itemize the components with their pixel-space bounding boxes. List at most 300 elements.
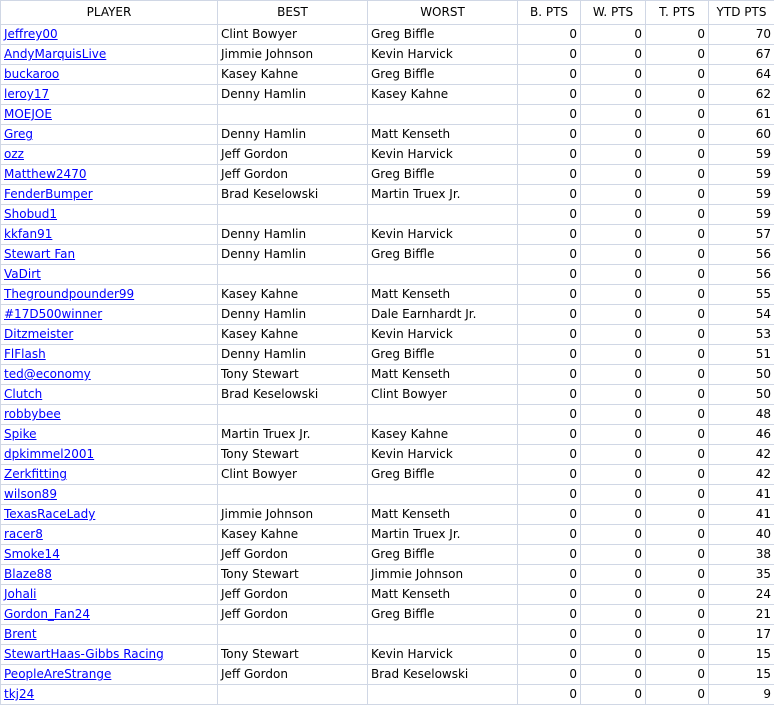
t-pts-cell[interactable]: 0 <box>646 125 709 145</box>
b-pts-cell[interactable]: 0 <box>518 185 581 205</box>
best-driver-cell[interactable]: Clint Bowyer <box>218 465 368 485</box>
t-pts-cell[interactable]: 0 <box>646 105 709 125</box>
t-pts-cell[interactable]: 0 <box>646 145 709 165</box>
ytd-pts-cell[interactable]: 59 <box>709 205 774 225</box>
worst-driver-cell[interactable]: Martin Truex Jr. <box>368 185 518 205</box>
w-pts-cell[interactable]: 0 <box>581 325 646 345</box>
ytd-pts-cell[interactable]: 67 <box>709 45 774 65</box>
header-worst[interactable]: WORST <box>368 1 518 25</box>
worst-driver-cell[interactable]: Kevin Harvick <box>368 45 518 65</box>
ytd-pts-cell[interactable]: 53 <box>709 325 774 345</box>
w-pts-cell[interactable]: 0 <box>581 45 646 65</box>
best-driver-cell[interactable]: Denny Hamlin <box>218 225 368 245</box>
worst-driver-cell[interactable] <box>368 205 518 225</box>
t-pts-cell[interactable]: 0 <box>646 545 709 565</box>
w-pts-cell[interactable]: 0 <box>581 165 646 185</box>
t-pts-cell[interactable]: 0 <box>646 345 709 365</box>
ytd-pts-cell[interactable]: 15 <box>709 645 774 665</box>
ytd-pts-cell[interactable]: 9 <box>709 685 774 705</box>
best-driver-cell[interactable]: Jeff Gordon <box>218 605 368 625</box>
worst-driver-cell[interactable]: Matt Kenseth <box>368 285 518 305</box>
w-pts-cell[interactable]: 0 <box>581 265 646 285</box>
b-pts-cell[interactable]: 0 <box>518 685 581 705</box>
worst-driver-cell[interactable]: Matt Kenseth <box>368 505 518 525</box>
t-pts-cell[interactable]: 0 <box>646 185 709 205</box>
best-driver-cell[interactable]: Kasey Kahne <box>218 325 368 345</box>
b-pts-cell[interactable]: 0 <box>518 645 581 665</box>
best-driver-cell[interactable]: Jeff Gordon <box>218 585 368 605</box>
best-driver-cell[interactable]: Denny Hamlin <box>218 85 368 105</box>
worst-driver-cell[interactable]: Greg Biffle <box>368 165 518 185</box>
player-cell[interactable] <box>1 345 218 365</box>
player-link[interactable]: ozz <box>4 147 24 161</box>
ytd-pts-cell[interactable]: 40 <box>709 525 774 545</box>
ytd-pts-cell[interactable]: 55 <box>709 285 774 305</box>
w-pts-cell[interactable]: 0 <box>581 225 646 245</box>
b-pts-cell[interactable]: 0 <box>518 85 581 105</box>
best-driver-cell[interactable]: Jeff Gordon <box>218 145 368 165</box>
t-pts-cell[interactable]: 0 <box>646 625 709 645</box>
worst-driver-cell[interactable]: Greg Biffle <box>368 605 518 625</box>
worst-driver-cell[interactable]: Kevin Harvick <box>368 445 518 465</box>
b-pts-cell[interactable]: 0 <box>518 505 581 525</box>
worst-driver-cell[interactable]: Matt Kenseth <box>368 365 518 385</box>
player-link[interactable]: Stewart Fan <box>4 247 76 261</box>
best-driver-cell[interactable] <box>218 205 368 225</box>
player-cell[interactable] <box>1 105 218 125</box>
worst-driver-cell[interactable] <box>368 685 518 705</box>
w-pts-cell[interactable]: 0 <box>581 405 646 425</box>
best-driver-cell[interactable]: Tony Stewart <box>218 365 368 385</box>
t-pts-cell[interactable]: 0 <box>646 565 709 585</box>
b-pts-cell[interactable]: 0 <box>518 105 581 125</box>
table-row <box>1 385 774 405</box>
player-link[interactable]: MOEJOE <box>4 107 52 121</box>
worst-driver-cell[interactable]: Kevin Harvick <box>368 325 518 345</box>
player-link[interactable]: Greg <box>4 127 33 141</box>
w-pts-cell[interactable]: 0 <box>581 525 646 545</box>
ytd-pts-cell[interactable]: 51 <box>709 345 774 365</box>
t-pts-cell[interactable]: 0 <box>646 405 709 425</box>
b-pts-cell[interactable]: 0 <box>518 205 581 225</box>
player-cell[interactable] <box>1 185 218 205</box>
player-cell[interactable] <box>1 605 218 625</box>
player-link[interactable]: Ditzmeister <box>4 327 74 341</box>
best-driver-cell[interactable]: Kasey Kahne <box>218 285 368 305</box>
b-pts-cell[interactable]: 0 <box>518 285 581 305</box>
table-row <box>1 665 774 685</box>
t-pts-cell[interactable]: 0 <box>646 45 709 65</box>
table-row <box>1 265 774 285</box>
player-cell[interactable] <box>1 545 218 565</box>
t-pts-cell[interactable]: 0 <box>646 665 709 685</box>
t-pts-cell[interactable]: 0 <box>646 525 709 545</box>
b-pts-cell[interactable]: 0 <box>518 125 581 145</box>
ytd-pts-cell[interactable]: 59 <box>709 145 774 165</box>
w-pts-cell[interactable]: 0 <box>581 105 646 125</box>
w-pts-cell[interactable]: 0 <box>581 285 646 305</box>
t-pts-cell[interactable]: 0 <box>646 265 709 285</box>
player-cell[interactable] <box>1 225 218 245</box>
w-pts-cell[interactable]: 0 <box>581 445 646 465</box>
worst-driver-cell[interactable]: Greg Biffle <box>368 25 518 45</box>
best-driver-cell[interactable]: Jeff Gordon <box>218 165 368 185</box>
ytd-pts-cell[interactable]: 42 <box>709 465 774 485</box>
player-cell[interactable] <box>1 145 218 165</box>
best-driver-cell[interactable] <box>218 105 368 125</box>
b-pts-cell[interactable]: 0 <box>518 25 581 45</box>
w-pts-cell[interactable]: 0 <box>581 665 646 685</box>
w-pts-cell[interactable]: 0 <box>581 545 646 565</box>
ytd-pts-cell[interactable]: 70 <box>709 25 774 45</box>
player-cell[interactable] <box>1 585 218 605</box>
t-pts-cell[interactable]: 0 <box>646 685 709 705</box>
best-driver-cell[interactable]: Jeff Gordon <box>218 665 368 685</box>
player-cell[interactable] <box>1 245 218 265</box>
player-cell[interactable] <box>1 625 218 645</box>
player-cell[interactable] <box>1 405 218 425</box>
b-pts-cell[interactable]: 0 <box>518 165 581 185</box>
table-row <box>1 65 774 85</box>
b-pts-cell[interactable]: 0 <box>518 245 581 265</box>
worst-driver-cell[interactable]: Kevin Harvick <box>368 145 518 165</box>
b-pts-cell[interactable]: 0 <box>518 465 581 485</box>
t-pts-cell[interactable]: 0 <box>646 505 709 525</box>
b-pts-cell[interactable]: 0 <box>518 565 581 585</box>
player-link[interactable]: Blaze88 <box>4 567 52 581</box>
worst-driver-cell[interactable]: Clint Bowyer <box>368 385 518 405</box>
t-pts-cell[interactable]: 0 <box>646 645 709 665</box>
best-driver-cell[interactable]: Brad Keselowski <box>218 185 368 205</box>
best-driver-cell[interactable]: Martin Truex Jr. <box>218 425 368 445</box>
header-row <box>1 1 774 25</box>
player-cell[interactable] <box>1 465 218 485</box>
best-driver-cell[interactable]: Denny Hamlin <box>218 125 368 145</box>
b-pts-cell[interactable]: 0 <box>518 345 581 365</box>
header-t-pts[interactable]: T. PTS <box>646 1 709 25</box>
b-pts-cell[interactable]: 0 <box>518 225 581 245</box>
table-row <box>1 125 774 145</box>
worst-driver-cell[interactable]: Kasey Kahne <box>368 85 518 105</box>
t-pts-cell[interactable]: 0 <box>646 425 709 445</box>
worst-driver-cell[interactable] <box>368 625 518 645</box>
w-pts-cell[interactable]: 0 <box>581 565 646 585</box>
b-pts-cell[interactable]: 0 <box>518 365 581 385</box>
worst-driver-cell[interactable]: Jimmie Johnson <box>368 565 518 585</box>
player-cell[interactable] <box>1 285 218 305</box>
player-link[interactable]: Jeffrey00 <box>4 27 58 41</box>
b-pts-cell[interactable]: 0 <box>518 545 581 565</box>
ytd-pts-cell[interactable]: 15 <box>709 665 774 685</box>
best-driver-cell[interactable]: Tony Stewart <box>218 565 368 585</box>
best-driver-cell[interactable]: Kasey Kahne <box>218 525 368 545</box>
w-pts-cell[interactable]: 0 <box>581 465 646 485</box>
worst-driver-cell[interactable]: Kevin Harvick <box>368 645 518 665</box>
t-pts-cell[interactable]: 0 <box>646 25 709 45</box>
ytd-pts-cell[interactable]: 50 <box>709 385 774 405</box>
worst-driver-cell[interactable]: Matt Kenseth <box>368 585 518 605</box>
w-pts-cell[interactable]: 0 <box>581 185 646 205</box>
w-pts-cell[interactable]: 0 <box>581 605 646 625</box>
best-driver-cell[interactable]: Jimmie Johnson <box>218 45 368 65</box>
ytd-pts-cell[interactable]: 59 <box>709 165 774 185</box>
worst-driver-cell[interactable]: Martin Truex Jr. <box>368 525 518 545</box>
player-link[interactable]: Matthew2470 <box>4 167 87 181</box>
ytd-pts-cell[interactable]: 46 <box>709 425 774 445</box>
player-link[interactable]: Spike <box>4 427 37 441</box>
t-pts-cell[interactable]: 0 <box>646 65 709 85</box>
header-ytd-pts[interactable]: YTD PTS <box>709 1 774 25</box>
t-pts-cell[interactable]: 0 <box>646 205 709 225</box>
table-row <box>1 45 774 65</box>
ytd-pts-cell[interactable]: 41 <box>709 485 774 505</box>
ytd-pts-cell[interactable]: 41 <box>709 505 774 525</box>
worst-driver-cell[interactable]: Greg Biffle <box>368 465 518 485</box>
best-driver-cell[interactable]: Denny Hamlin <box>218 245 368 265</box>
t-pts-cell[interactable]: 0 <box>646 585 709 605</box>
t-pts-cell[interactable]: 0 <box>646 485 709 505</box>
player-link[interactable]: StewartHaas-Gibbs Racing <box>4 647 164 661</box>
b-pts-cell[interactable]: 0 <box>518 425 581 445</box>
worst-driver-cell[interactable]: Dale Earnhardt Jr. <box>368 305 518 325</box>
table-row <box>1 545 774 565</box>
t-pts-cell[interactable]: 0 <box>646 285 709 305</box>
worst-driver-cell[interactable] <box>368 105 518 125</box>
t-pts-cell[interactable]: 0 <box>646 445 709 465</box>
player-cell[interactable] <box>1 305 218 325</box>
t-pts-cell[interactable]: 0 <box>646 245 709 265</box>
worst-driver-cell[interactable] <box>368 485 518 505</box>
b-pts-cell[interactable]: 0 <box>518 445 581 465</box>
player-cell[interactable] <box>1 265 218 285</box>
w-pts-cell[interactable]: 0 <box>581 25 646 45</box>
player-cell[interactable] <box>1 425 218 445</box>
player-link[interactable]: Shobud1 <box>4 207 58 221</box>
player-link[interactable]: kkfan91 <box>4 227 53 241</box>
player-link[interactable]: dpkimmel2001 <box>4 447 95 461</box>
table-row <box>1 205 774 225</box>
b-pts-cell[interactable]: 0 <box>518 305 581 325</box>
player-link[interactable]: AndyMarquisLive <box>4 47 107 61</box>
best-driver-cell[interactable] <box>218 405 368 425</box>
w-pts-cell[interactable]: 0 <box>581 485 646 505</box>
best-driver-cell[interactable]: Denny Hamlin <box>218 305 368 325</box>
ytd-pts-cell[interactable]: 17 <box>709 625 774 645</box>
ytd-pts-cell[interactable]: 48 <box>709 405 774 425</box>
player-link[interactable]: racer8 <box>4 527 43 541</box>
best-driver-cell[interactable] <box>218 265 368 285</box>
player-cell[interactable] <box>1 445 218 465</box>
b-pts-cell[interactable]: 0 <box>518 45 581 65</box>
best-driver-cell[interactable]: Tony Stewart <box>218 645 368 665</box>
worst-driver-cell[interactable] <box>368 405 518 425</box>
table-row <box>1 485 774 505</box>
table-row <box>1 605 774 625</box>
player-cell[interactable] <box>1 25 218 45</box>
player-cell[interactable] <box>1 525 218 545</box>
table-row <box>1 465 774 485</box>
b-pts-cell[interactable]: 0 <box>518 265 581 285</box>
w-pts-cell[interactable]: 0 <box>581 305 646 325</box>
best-driver-cell[interactable]: Jimmie Johnson <box>218 505 368 525</box>
player-link[interactable]: Zerkfitting <box>4 467 68 481</box>
w-pts-cell[interactable]: 0 <box>581 125 646 145</box>
t-pts-cell[interactable]: 0 <box>646 165 709 185</box>
player-link[interactable]: tkj24 <box>4 687 35 701</box>
w-pts-cell[interactable]: 0 <box>581 585 646 605</box>
b-pts-cell[interactable]: 0 <box>518 325 581 345</box>
ytd-pts-cell[interactable]: 56 <box>709 265 774 285</box>
table-row <box>1 445 774 465</box>
best-driver-cell[interactable]: Denny Hamlin <box>218 345 368 365</box>
best-driver-cell[interactable]: Tony Stewart <box>218 445 368 465</box>
worst-driver-cell[interactable]: Greg Biffle <box>368 345 518 365</box>
player-link[interactable]: Thegroundpounder99 <box>4 287 135 301</box>
player-link[interactable]: FlFlash <box>4 347 46 361</box>
w-pts-cell[interactable]: 0 <box>581 645 646 665</box>
player-cell[interactable] <box>1 365 218 385</box>
t-pts-cell[interactable]: 0 <box>646 85 709 105</box>
ytd-pts-cell[interactable]: 50 <box>709 365 774 385</box>
player-cell[interactable] <box>1 485 218 505</box>
ytd-pts-cell[interactable]: 42 <box>709 445 774 465</box>
player-link[interactable]: FenderBumper <box>4 187 93 201</box>
b-pts-cell[interactable]: 0 <box>518 405 581 425</box>
b-pts-cell[interactable]: 0 <box>518 585 581 605</box>
player-cell[interactable] <box>1 325 218 345</box>
w-pts-cell[interactable]: 0 <box>581 685 646 705</box>
player-link[interactable]: Brent <box>4 627 37 641</box>
worst-driver-cell[interactable]: Greg Biffle <box>368 545 518 565</box>
player-link[interactable]: VaDirt <box>4 267 41 281</box>
w-pts-cell[interactable]: 0 <box>581 385 646 405</box>
table-row <box>1 245 774 265</box>
w-pts-cell[interactable]: 0 <box>581 65 646 85</box>
t-pts-cell[interactable]: 0 <box>646 305 709 325</box>
ytd-pts-cell[interactable]: 54 <box>709 305 774 325</box>
player-link[interactable]: Smoke14 <box>4 547 60 561</box>
t-pts-cell[interactable]: 0 <box>646 385 709 405</box>
player-cell[interactable] <box>1 565 218 585</box>
ytd-pts-cell[interactable]: 57 <box>709 225 774 245</box>
ytd-pts-cell[interactable]: 35 <box>709 565 774 585</box>
header-w-pts[interactable]: W. PTS <box>581 1 646 25</box>
best-driver-cell[interactable] <box>218 685 368 705</box>
player-link[interactable]: Johali <box>4 587 37 601</box>
b-pts-cell[interactable]: 0 <box>518 665 581 685</box>
player-link[interactable]: Gordon_Fan24 <box>4 607 90 621</box>
t-pts-cell[interactable]: 0 <box>646 365 709 385</box>
player-link[interactable]: Clutch <box>4 387 43 401</box>
best-driver-cell[interactable]: Kasey Kahne <box>218 65 368 85</box>
player-link[interactable]: leroy17 <box>4 87 50 101</box>
ytd-pts-cell[interactable]: 64 <box>709 65 774 85</box>
w-pts-cell[interactable]: 0 <box>581 345 646 365</box>
worst-driver-cell[interactable]: Matt Kenseth <box>368 125 518 145</box>
b-pts-cell[interactable]: 0 <box>518 605 581 625</box>
b-pts-cell[interactable]: 0 <box>518 485 581 505</box>
w-pts-cell[interactable]: 0 <box>581 205 646 225</box>
ytd-pts-cell[interactable]: 60 <box>709 125 774 145</box>
worst-driver-cell[interactable] <box>368 265 518 285</box>
ytd-pts-cell[interactable]: 56 <box>709 245 774 265</box>
b-pts-cell[interactable]: 0 <box>518 525 581 545</box>
b-pts-cell[interactable]: 0 <box>518 145 581 165</box>
player-cell[interactable] <box>1 385 218 405</box>
worst-driver-cell[interactable]: Brad Keselowski <box>368 665 518 685</box>
worst-driver-cell[interactable]: Greg Biffle <box>368 245 518 265</box>
w-pts-cell[interactable]: 0 <box>581 145 646 165</box>
w-pts-cell[interactable]: 0 <box>581 365 646 385</box>
table-row <box>1 625 774 645</box>
header-best[interactable]: BEST <box>218 1 368 25</box>
player-link[interactable]: PeopleAreStrange <box>4 667 112 681</box>
player-cell[interactable] <box>1 165 218 185</box>
t-pts-cell[interactable]: 0 <box>646 225 709 245</box>
ytd-pts-cell[interactable]: 21 <box>709 605 774 625</box>
player-link[interactable]: buckaroo <box>4 67 60 81</box>
w-pts-cell[interactable]: 0 <box>581 425 646 445</box>
w-pts-cell[interactable]: 0 <box>581 505 646 525</box>
player-cell[interactable] <box>1 205 218 225</box>
ytd-pts-cell[interactable]: 61 <box>709 105 774 125</box>
player-link[interactable]: TexasRaceLady <box>4 507 96 521</box>
table-row <box>1 225 774 245</box>
t-pts-cell[interactable]: 0 <box>646 325 709 345</box>
player-cell[interactable] <box>1 45 218 65</box>
w-pts-cell[interactable]: 0 <box>581 245 646 265</box>
t-pts-cell[interactable]: 0 <box>646 465 709 485</box>
table-row <box>1 685 774 705</box>
best-driver-cell[interactable]: Clint Bowyer <box>218 25 368 45</box>
header-b-pts[interactable]: B. PTS <box>518 1 581 25</box>
t-pts-cell[interactable]: 0 <box>646 605 709 625</box>
worst-driver-cell[interactable]: Greg Biffle <box>368 65 518 85</box>
player-cell[interactable] <box>1 85 218 105</box>
best-driver-cell[interactable]: Jeff Gordon <box>218 545 368 565</box>
header-player[interactable]: PLAYER <box>1 1 218 25</box>
ytd-pts-cell[interactable]: 59 <box>709 185 774 205</box>
table-row <box>1 105 774 125</box>
player-cell[interactable] <box>1 505 218 525</box>
table-row <box>1 425 774 445</box>
worst-driver-cell[interactable]: Kevin Harvick <box>368 225 518 245</box>
player-cell[interactable] <box>1 665 218 685</box>
ytd-pts-cell[interactable]: 24 <box>709 585 774 605</box>
ytd-pts-cell[interactable]: 38 <box>709 545 774 565</box>
player-cell[interactable] <box>1 685 218 705</box>
b-pts-cell[interactable]: 0 <box>518 385 581 405</box>
player-link[interactable]: #17D500winner <box>4 307 103 321</box>
w-pts-cell[interactable]: 0 <box>581 85 646 105</box>
player-link[interactable]: wilson89 <box>4 487 57 501</box>
w-pts-cell[interactable]: 0 <box>581 625 646 645</box>
player-link[interactable]: ted@economy <box>4 367 91 381</box>
table-row <box>1 185 774 205</box>
player-cell[interactable] <box>1 645 218 665</box>
b-pts-cell[interactable]: 0 <box>518 625 581 645</box>
player-cell[interactable] <box>1 125 218 145</box>
best-driver-cell[interactable] <box>218 625 368 645</box>
best-driver-cell[interactable]: Brad Keselowski <box>218 385 368 405</box>
player-link[interactable]: robbybee <box>4 407 61 421</box>
ytd-pts-cell[interactable]: 62 <box>709 85 774 105</box>
table-row <box>1 645 774 665</box>
b-pts-cell[interactable]: 0 <box>518 65 581 85</box>
best-driver-cell[interactable] <box>218 485 368 505</box>
player-cell[interactable] <box>1 65 218 85</box>
worst-driver-cell[interactable]: Kasey Kahne <box>368 425 518 445</box>
